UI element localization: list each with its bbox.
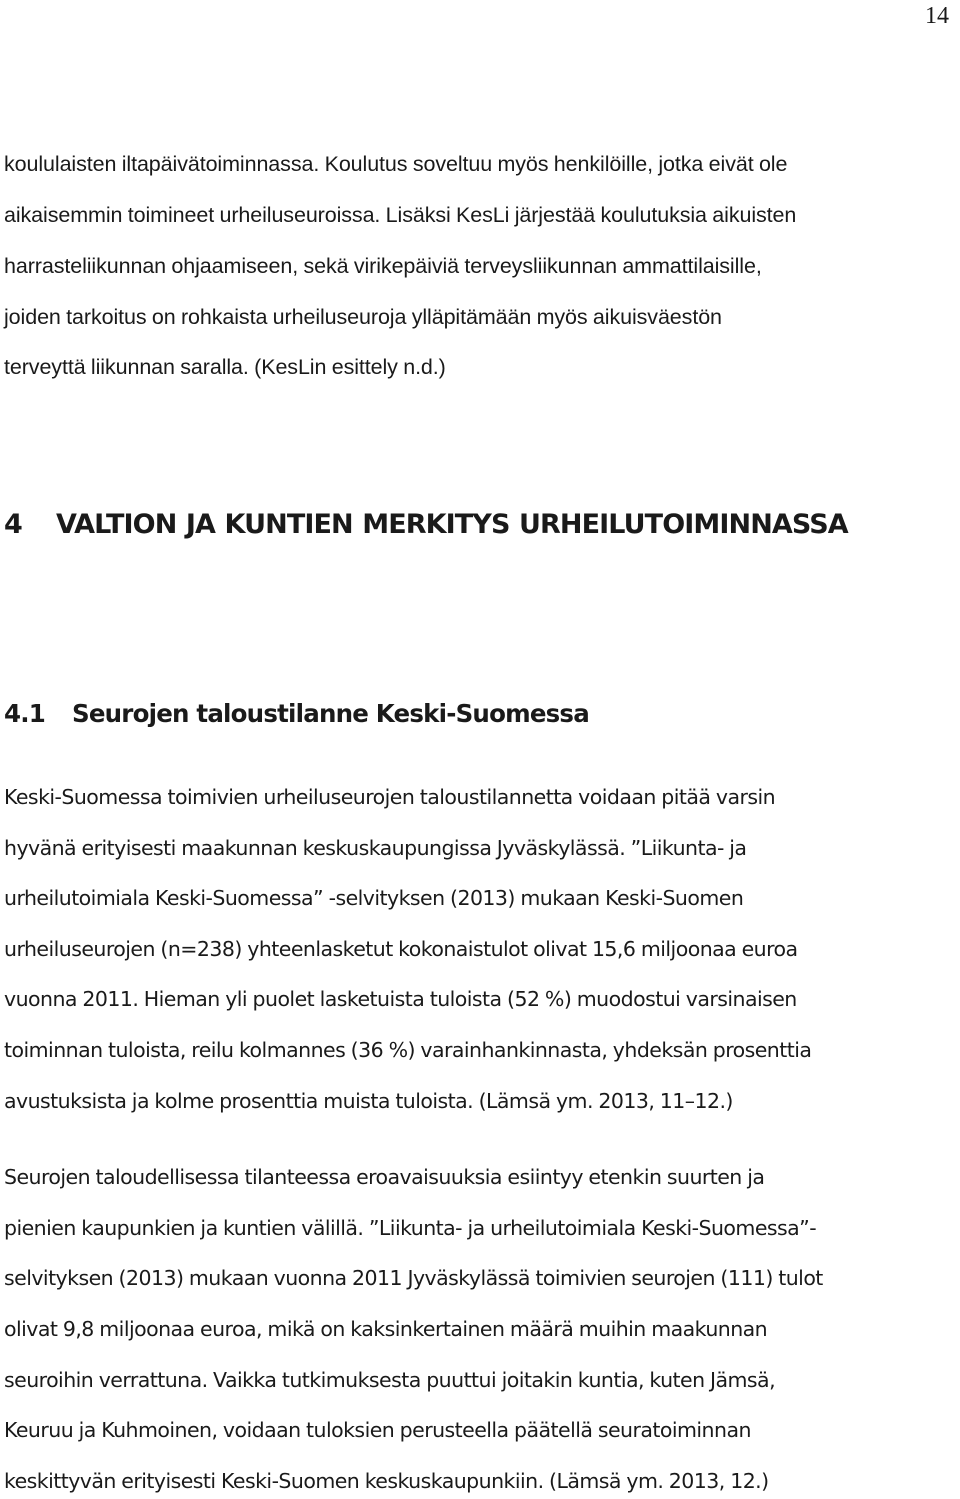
paragraph-line: Seurojen taloudellisessa tilanteessa eroavaisuuksia esiintyy etenkin suurten ja	[4, 1165, 765, 1189]
paragraph-line: olivat 9,8 miljoonaa euroa, mikä on kaksinkertainen määrä muihin maakunnan	[4, 1317, 768, 1341]
paragraph-line: selvityksen (2013) mukaan vuonna 2011 Jyväskylässä toimivien seurojen (111) tulot	[4, 1266, 823, 1290]
chapter-number: 4	[4, 509, 22, 540]
chapter-heading	[4, 509, 848, 540]
paragraph-line: harrasteliikunnan ohjaamiseen, sekä virikepäiviä terveysliikunnan ammattilaisille,	[4, 254, 762, 278]
paragraph-line: aikaisemmin toimineet urheiluseuroissa. Lisäksi KesLi järjestää koulutuksia aikuisten	[4, 203, 797, 227]
page-number: 14	[925, 3, 949, 29]
section-title: Seurojen taloustilanne Keski-Suomessa	[72, 699, 589, 728]
paragraph-line: vuonna 2011. Hieman yli puolet lasketuista tuloista (52 %) muodostui varsinaisen	[4, 987, 797, 1011]
chapter-title: VALTION JA KUNTIEN MERKITYS URHEILUTOIMINNASSA	[56, 509, 848, 540]
paragraph-line: urheilutoimiala Keski-Suomessa” -selvityksen (2013) mukaan Keski-Suomen	[4, 886, 744, 910]
paragraph-line: toiminnan tuloista, reilu kolmannes (36 %) varainhankinnasta, yhdeksän prosenttia	[4, 1038, 812, 1062]
paragraph-line: koululaisten iltapäivätoiminnassa. Koulutus soveltuu myös henkilöille, jotka eivät ole	[4, 152, 788, 176]
section-number: 4.1	[4, 699, 46, 728]
paragraph-line: pienien kaupunkien ja kuntien välillä. ”Liikunta- ja urheilutoimiala Keski-Suomessa”-	[4, 1216, 817, 1240]
paragraph-line: Keuruu ja Kuhmoinen, voidaan tuloksien perusteella päätellä seuratoiminnan	[4, 1418, 751, 1442]
section-heading	[4, 699, 589, 728]
paragraph-line: avustuksista ja kolme prosenttia muista tuloista. (Lämsä ym. 2013, 11–12.)	[4, 1089, 733, 1113]
paragraph-line: seuroihin verrattuna. Vaikka tutkimuksesta puuttui joitakin kuntia, kuten Jämsä,	[4, 1368, 776, 1392]
paragraph-line: terveyttä liikunnan saralla. (KesLin esittely n.d.)	[4, 355, 446, 379]
paragraph-line: hyvänä erityisesti maakunnan keskuskaupungissa Jyväskylässä. ”Liikunta- ja	[4, 836, 747, 860]
paragraph-line: urheiluseurojen (n=238) yhteenlasketut kokonaistulot olivat 15,6 miljoonaa euroa	[4, 937, 798, 961]
paragraph-line: keskittyvän erityisesti Keski-Suomen keskuskaupunkiin. (Lämsä ym. 2013, 12.)	[4, 1469, 769, 1493]
paragraph-line: joiden tarkoitus on rohkaista urheiluseuroja ylläpitämään myös aikuisväestön	[4, 305, 722, 329]
paragraph-line: Keski-Suomessa toimivien urheiluseurojen taloustilannetta voidaan pitää varsin	[4, 785, 776, 809]
